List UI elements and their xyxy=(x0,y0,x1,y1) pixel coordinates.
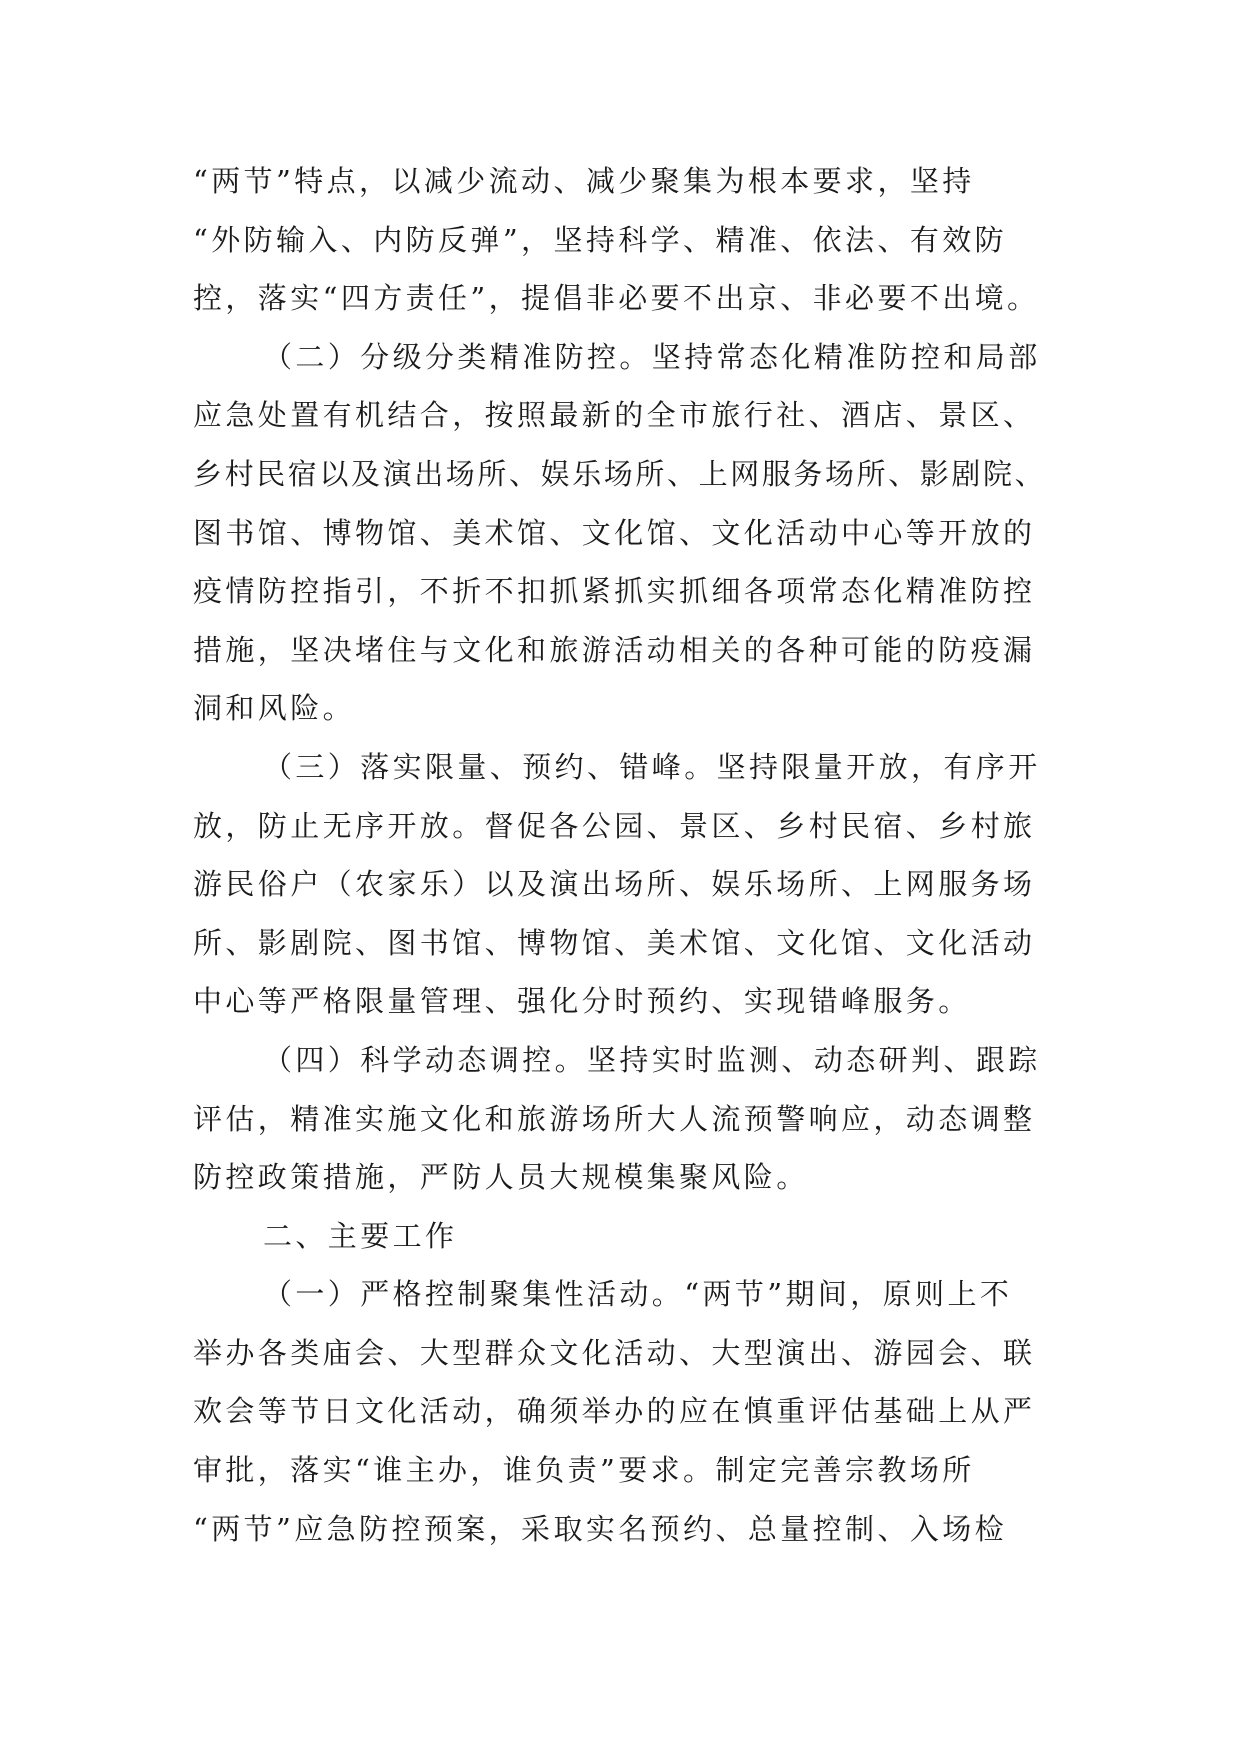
text-line: 中心等严格限量管理、强化分时预约、实现错峰服务。 xyxy=(193,984,971,1019)
section-heading-3: （三）落实限量、预约、错峰。坚持限量开放，有序开 xyxy=(263,749,1041,784)
chapter-heading: 二、主要工作 xyxy=(263,1218,458,1253)
text-line: “外防输入、内防反弹”，坚持科学、精准、依法、有效防 xyxy=(193,222,1008,257)
text-line: 乡村民宿以及演出场所、娱乐场所、上网服务场所、影剧院、 xyxy=(193,456,1047,491)
text-line: 应急处置有机结合，按照最新的全市旅行社、酒店、景区、 xyxy=(193,398,1036,433)
text-line: 洞和风险。 xyxy=(193,691,356,726)
text-line: 疫情防控指引，不折不扣抓紧抓实抓细各项常态化精准防控 xyxy=(193,574,1036,609)
text-line: 图书馆、博物馆、美术馆、文化馆、文化活动中心等开放的 xyxy=(193,515,1036,550)
section-heading-1: （一）严格控制聚集性活动。“两节”期间，原则上不 xyxy=(263,1277,1013,1312)
text-line: “两节”应急防控预案，采取实名预约、总量控制、入场检 xyxy=(193,1511,1008,1546)
text-line: 放，防止无序开放。督促各公园、景区、乡村民宿、乡村旅 xyxy=(193,808,1036,843)
text-line: 控，落实“四方责任”，提倡非必要不出京、非必要不出境。 xyxy=(193,281,1040,316)
text-line: 欢会等节日文化活动，确须举办的应在慎重评估基础上从严 xyxy=(193,1394,1036,1429)
text-line: 措施，坚决堵住与文化和旅游活动相关的各种可能的防疫漏 xyxy=(193,632,1036,667)
text-line: 评估，精准实施文化和旅游场所大人流预警响应，动态调整 xyxy=(193,1101,1036,1136)
text-line: 审批，落实“谁主办，谁负责”要求。制定完善宗教场所 xyxy=(193,1453,975,1488)
text-line: “两节”特点，以减少流动、减少聚集为根本要求，坚持 xyxy=(193,164,975,198)
text-line: 所、影剧院、图书馆、博物馆、美术馆、文化馆、文化活动 xyxy=(193,925,1036,960)
section-heading-2: （二）分级分类精准防控。坚持常态化精准防控和局部 xyxy=(263,339,1041,374)
document-body xyxy=(193,152,1051,1558)
text-line: 防控政策措施，严防人员大规模集聚风险。 xyxy=(193,1160,809,1195)
text-line: 游民俗户（农家乐）以及演出场所、娱乐场所、上网服务场 xyxy=(193,867,1036,902)
section-heading-4: （四）科学动态调控。坚持实时监测、动态研判、跟踪 xyxy=(263,1042,1041,1077)
text-line: 举办各类庙会、大型群众文化活动、大型演出、游园会、联 xyxy=(193,1335,1036,1370)
